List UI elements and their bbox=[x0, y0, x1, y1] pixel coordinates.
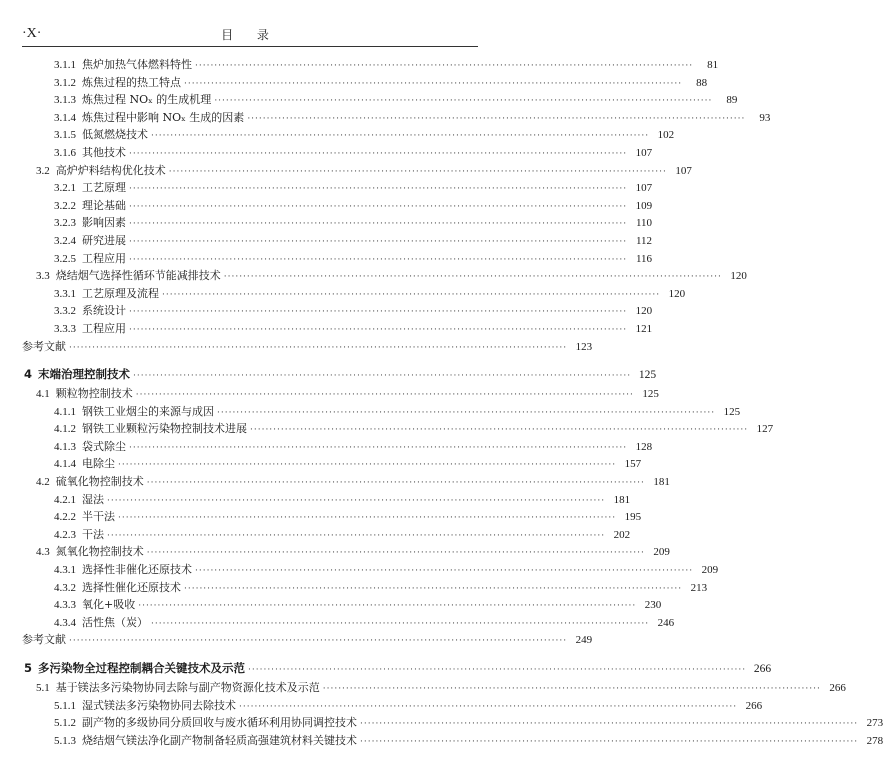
toc-entry-number: 3.3.2 bbox=[54, 305, 76, 318]
dot-leader: ································································································································· bbox=[151, 131, 650, 142]
toc-entry-title: 研究进展 bbox=[82, 233, 126, 247]
toc-subsection-entry[interactable] bbox=[22, 109, 771, 127]
toc-subsection-entry[interactable] bbox=[22, 74, 708, 92]
dot-leader: ································································································································· bbox=[217, 407, 716, 418]
toc-entry-page: 120 bbox=[730, 270, 747, 283]
toc-section-entry[interactable] bbox=[22, 543, 670, 561]
toc-entry-page: 209 bbox=[701, 564, 719, 577]
toc-entry-title: 炼焦过程的热工特点 bbox=[82, 75, 181, 89]
toc-entry-page: 230 bbox=[644, 599, 662, 612]
toc-entry-title: 工艺原理及流程 bbox=[82, 286, 159, 300]
toc-entry-page: 266 bbox=[745, 699, 763, 712]
toc-entry-title: 系统设计 bbox=[82, 304, 126, 318]
dot-leader: ································································································································· bbox=[195, 566, 694, 577]
page-number: ·X· bbox=[22, 26, 42, 41]
toc-entry-page: 127 bbox=[756, 423, 774, 436]
dot-leader: ································································································································· bbox=[214, 96, 713, 107]
dot-leader: ································································································································· bbox=[129, 236, 628, 247]
toc-entry-number: 3.2.1 bbox=[54, 182, 76, 195]
toc-subsection-entry[interactable] bbox=[22, 285, 686, 303]
toc-entry-number: 3.1.5 bbox=[54, 129, 76, 142]
toc-entry-number: 4.1 bbox=[36, 388, 50, 401]
toc-entry-number: 5 bbox=[24, 661, 33, 675]
dot-leader: ································································································································· bbox=[168, 166, 667, 177]
toc-entry-title: 烧结烟气选择性循环节能减排技术 bbox=[55, 269, 221, 283]
toc-subsection-entry[interactable] bbox=[22, 614, 675, 632]
toc-chapter-entry[interactable] bbox=[22, 363, 657, 385]
toc-section-entry[interactable] bbox=[22, 162, 692, 180]
toc-entry-page: 107 bbox=[675, 164, 692, 177]
toc-subsection-entry[interactable] bbox=[22, 596, 662, 614]
toc-subsection-entry[interactable] bbox=[22, 714, 883, 732]
toc-entry-title: 理论基础 bbox=[82, 198, 126, 212]
dot-leader: ································································································································· bbox=[322, 684, 821, 694]
toc-entry-number: 5.1.2 bbox=[54, 717, 76, 730]
toc-subsection-entry[interactable] bbox=[22, 561, 719, 579]
toc-subsection-entry[interactable] bbox=[22, 126, 675, 144]
toc-entry-title: 颗粒物控制技术 bbox=[55, 387, 133, 401]
toc-entry-number: 5.1 bbox=[36, 682, 50, 694]
toc-entry-page: 110 bbox=[635, 217, 653, 230]
table-of-contents bbox=[22, 56, 883, 749]
toc-references-entry[interactable] bbox=[22, 631, 593, 649]
toc-subsection-entry[interactable] bbox=[22, 455, 642, 473]
toc-entry-number: 5.1.3 bbox=[54, 734, 76, 747]
page-header bbox=[22, 22, 478, 47]
toc-entry-page: 88 bbox=[696, 76, 708, 89]
dot-leader: ································································································································· bbox=[107, 530, 606, 541]
toc-entry-number: 3.2.4 bbox=[54, 234, 76, 247]
toc-subsection-entry[interactable] bbox=[22, 403, 741, 421]
toc-entry-number: 4.3 bbox=[36, 546, 50, 559]
toc-entry-page: 209 bbox=[653, 546, 670, 559]
toc-subsection-entry[interactable] bbox=[22, 179, 653, 197]
toc-subsection-entry[interactable] bbox=[22, 232, 653, 250]
dot-leader: ································································································································· bbox=[129, 148, 628, 159]
toc-entry-page: 116 bbox=[635, 252, 653, 265]
toc-subsection-entry[interactable] bbox=[22, 697, 763, 715]
toc-section-entry[interactable] bbox=[22, 385, 659, 403]
toc-entry-title: 氧化+吸收 bbox=[82, 598, 136, 612]
toc-entry-number: 3.1.3 bbox=[54, 94, 76, 107]
dot-leader: ································································································································· bbox=[129, 254, 628, 265]
toc-entry-title: 其他技术 bbox=[82, 145, 126, 159]
toc-entry-title: 袋式除尘 bbox=[82, 439, 126, 453]
toc-subsection-entry[interactable] bbox=[22, 420, 774, 438]
toc-entry-number: 4.1.1 bbox=[54, 405, 76, 418]
toc-subsection-entry[interactable] bbox=[22, 250, 653, 268]
dot-leader: ································································································································· bbox=[239, 701, 738, 712]
toc-entry-title: 选择性催化还原技术 bbox=[82, 580, 181, 594]
toc-subsection-entry[interactable] bbox=[22, 579, 708, 597]
toc-chapter-entry[interactable] bbox=[22, 657, 772, 679]
toc-entry-page: 266 bbox=[829, 682, 846, 694]
toc-entry-title: 多污染物全过程控制耦合关键技术及示范 bbox=[38, 661, 246, 675]
toc-entry-title: 工艺原理 bbox=[82, 181, 126, 195]
toc-entry-number: 3.2.5 bbox=[54, 252, 76, 265]
toc-entry-title: 高炉炉料结构优化技术 bbox=[55, 163, 166, 177]
toc-entry-number: 4.2 bbox=[36, 476, 50, 489]
toc-entry-number: 4.2.3 bbox=[54, 528, 76, 541]
dot-leader: ································································································································· bbox=[250, 425, 749, 436]
toc-entry-title: 炼焦过程中影响 NOₓ 生成的因素 bbox=[82, 110, 245, 124]
toc-entry-page: 120 bbox=[668, 287, 686, 300]
toc-subsection-entry[interactable] bbox=[22, 197, 653, 215]
toc-entry-title: 活性焦（炭） bbox=[82, 615, 148, 629]
dot-leader: ································································································································· bbox=[129, 219, 628, 230]
toc-entry-page: 157 bbox=[624, 458, 642, 471]
toc-entry-page: 107 bbox=[635, 182, 653, 195]
toc-subsection-entry[interactable] bbox=[22, 91, 738, 109]
dot-leader: ································································································································· bbox=[151, 618, 650, 629]
toc-entry-page: 202 bbox=[613, 528, 631, 541]
toc-subsection-entry[interactable] bbox=[22, 214, 653, 232]
toc-entry-number: 5.1.1 bbox=[54, 699, 76, 712]
toc-entry-page: 102 bbox=[657, 129, 675, 142]
toc-entry-title: 低氮燃烧技术 bbox=[82, 128, 148, 142]
toc-entry-page: 109 bbox=[635, 199, 653, 212]
dot-leader: ································································································································· bbox=[118, 460, 617, 471]
toc-entry-page: 246 bbox=[657, 616, 675, 629]
toc-entry-title: 焦炉加热气体燃料特性 bbox=[82, 58, 192, 71]
toc-entry-title: 半干法 bbox=[82, 510, 115, 524]
toc-entry-page: 181 bbox=[613, 493, 631, 506]
toc-subsection-entry[interactable] bbox=[22, 438, 653, 456]
toc-entry-page: 125 bbox=[642, 388, 659, 401]
toc-entry-number: 3.3.1 bbox=[54, 287, 76, 300]
dot-leader: ································································································································· bbox=[129, 307, 628, 318]
toc-entry-title: 影响因素 bbox=[82, 216, 126, 230]
toc-entry-number: 3.2.2 bbox=[54, 199, 76, 212]
toc-entry-number: 4.1.4 bbox=[54, 458, 76, 471]
toc-subsection-entry[interactable] bbox=[22, 320, 653, 338]
toc-entry-number: 3.2.3 bbox=[54, 217, 76, 230]
toc-entry-page: 266 bbox=[753, 663, 772, 675]
toc-entry-number: 4.1.3 bbox=[54, 440, 76, 453]
toc-entry-page: 128 bbox=[635, 440, 653, 453]
dot-leader: ································································································································· bbox=[138, 601, 637, 612]
toc-entry-page: 89 bbox=[726, 94, 738, 107]
toc-entry-number: 3.1.6 bbox=[54, 146, 76, 159]
toc-subsection-entry[interactable] bbox=[22, 526, 631, 544]
dot-leader: ································································································································· bbox=[247, 113, 746, 124]
toc-entry-page: 107 bbox=[635, 146, 653, 159]
toc-subsection-entry[interactable] bbox=[22, 144, 653, 162]
toc-entry-number: 3.1.1 bbox=[54, 59, 76, 71]
toc-entry-title: 电除尘 bbox=[82, 457, 115, 471]
toc-entry-title: 工程应用 bbox=[82, 251, 126, 265]
dot-leader: ································································································································· bbox=[129, 201, 628, 212]
toc-references-entry[interactable] bbox=[22, 338, 593, 356]
toc-entry-title: 炼焦过程 NOₓ 的生成机理 bbox=[82, 93, 212, 107]
toc-entry-page: 123 bbox=[575, 340, 593, 353]
page-title: 目 录 bbox=[221, 27, 279, 42]
toc-entry-page: 81 bbox=[707, 59, 719, 71]
toc-section-entry[interactable] bbox=[22, 267, 747, 285]
toc-entry-page: 125 bbox=[638, 369, 657, 382]
dot-leader: ································································································································· bbox=[133, 371, 632, 382]
toc-entry-number: 4.2.1 bbox=[54, 493, 76, 506]
toc-subsection-entry[interactable] bbox=[22, 302, 653, 320]
toc-entry-number: 3.2 bbox=[36, 164, 50, 177]
toc-subsection-entry[interactable] bbox=[22, 508, 642, 526]
toc-entry-page: 273 bbox=[866, 717, 883, 730]
toc-subsection-entry[interactable] bbox=[22, 732, 883, 750]
dot-leader: ································································································································· bbox=[118, 513, 617, 524]
dot-leader: ································································································································· bbox=[69, 636, 568, 647]
toc-section-entry[interactable] bbox=[22, 679, 846, 697]
toc-entry-title: 氮氧化物控制技术 bbox=[55, 545, 144, 559]
toc-entry-title: 工程应用 bbox=[82, 321, 126, 335]
dot-leader: ································································································································· bbox=[146, 478, 645, 489]
toc-entry-title: 硫氧化物控制技术 bbox=[55, 475, 144, 489]
toc-entry-number: 4.3.3 bbox=[54, 599, 76, 612]
dot-leader: ································································································································· bbox=[107, 495, 606, 506]
toc-entry-page: 121 bbox=[635, 322, 653, 335]
dot-leader: ································································································································· bbox=[360, 719, 859, 730]
toc-entry-number: 3.3.3 bbox=[54, 322, 76, 335]
toc-entry-page: 112 bbox=[635, 234, 653, 247]
toc-subsection-entry[interactable] bbox=[22, 491, 631, 509]
toc-entry-title: 基于镁法多污染物协同去除与副产物资源化技术及示范 bbox=[55, 681, 320, 694]
toc-entry-page: 120 bbox=[635, 305, 653, 318]
toc-entry-title: 干法 bbox=[82, 527, 104, 541]
toc-subsection-entry[interactable] bbox=[22, 56, 719, 74]
dot-leader: ································································································································· bbox=[135, 390, 634, 401]
toc-entry-number: 4.2.2 bbox=[54, 511, 76, 524]
toc-entry-title: 钢铁工业烟尘的来源与成因 bbox=[82, 404, 214, 418]
toc-entry-page: 181 bbox=[653, 476, 670, 489]
toc-entry-title: 副产物的多级协同分质回收与废水循环利用协同调控技术 bbox=[82, 716, 357, 730]
toc-entry-title: 湿法 bbox=[82, 492, 104, 506]
dot-leader: ································································································································· bbox=[360, 736, 859, 747]
toc-entry-title: 末端治理控制技术 bbox=[38, 367, 131, 382]
dot-leader: ································································································································· bbox=[129, 324, 628, 335]
toc-entry-page: 125 bbox=[723, 405, 741, 418]
dot-leader: ································································································································· bbox=[248, 665, 747, 675]
toc-entry-page: 213 bbox=[690, 581, 708, 594]
toc-entry-title: 参考文献 bbox=[22, 633, 66, 647]
toc-entry-title: 钢铁工业颗粒污染物控制技术进展 bbox=[82, 422, 247, 436]
toc-entry-number: 4.3.2 bbox=[54, 581, 76, 594]
dot-leader: ································································································································· bbox=[129, 442, 628, 453]
toc-entry-title: 湿式镁法多污染物协同去除技术 bbox=[82, 698, 236, 712]
toc-entry-number: 3.1.4 bbox=[54, 111, 76, 124]
toc-entry-page: 93 bbox=[759, 111, 771, 124]
toc-entry-number: 4.3.1 bbox=[54, 564, 76, 577]
toc-section-entry[interactable] bbox=[22, 473, 670, 491]
toc-entry-title: 选择性非催化还原技术 bbox=[82, 563, 192, 577]
dot-leader: ································································································································· bbox=[184, 583, 683, 594]
toc-entry-number: 3.1.2 bbox=[54, 76, 76, 89]
toc-entry-number: 4.3.4 bbox=[54, 616, 76, 629]
dot-leader: ································································································································· bbox=[129, 184, 628, 195]
dot-leader: ································································································································· bbox=[195, 61, 694, 71]
toc-entry-number: 4.1.2 bbox=[54, 423, 76, 436]
toc-entry-title: 烧结烟气镁法净化副产物制备轻质高强建筑材料关键技术 bbox=[82, 733, 357, 747]
toc-entry-number: 3.3 bbox=[36, 270, 50, 283]
dot-leader: ································································································································· bbox=[146, 548, 645, 559]
dot-leader: ································································································································· bbox=[184, 78, 683, 89]
toc-entry-page: 195 bbox=[624, 511, 642, 524]
dot-leader: ································································································································· bbox=[69, 342, 568, 353]
toc-entry-title: 参考文献 bbox=[22, 339, 66, 353]
toc-entry-page: 278 bbox=[866, 734, 883, 747]
toc-entry-number: 4 bbox=[24, 367, 33, 382]
toc-entry-page: 249 bbox=[575, 634, 593, 647]
dot-leader: ································································································································· bbox=[162, 289, 661, 300]
dot-leader: ································································································································· bbox=[223, 272, 722, 283]
